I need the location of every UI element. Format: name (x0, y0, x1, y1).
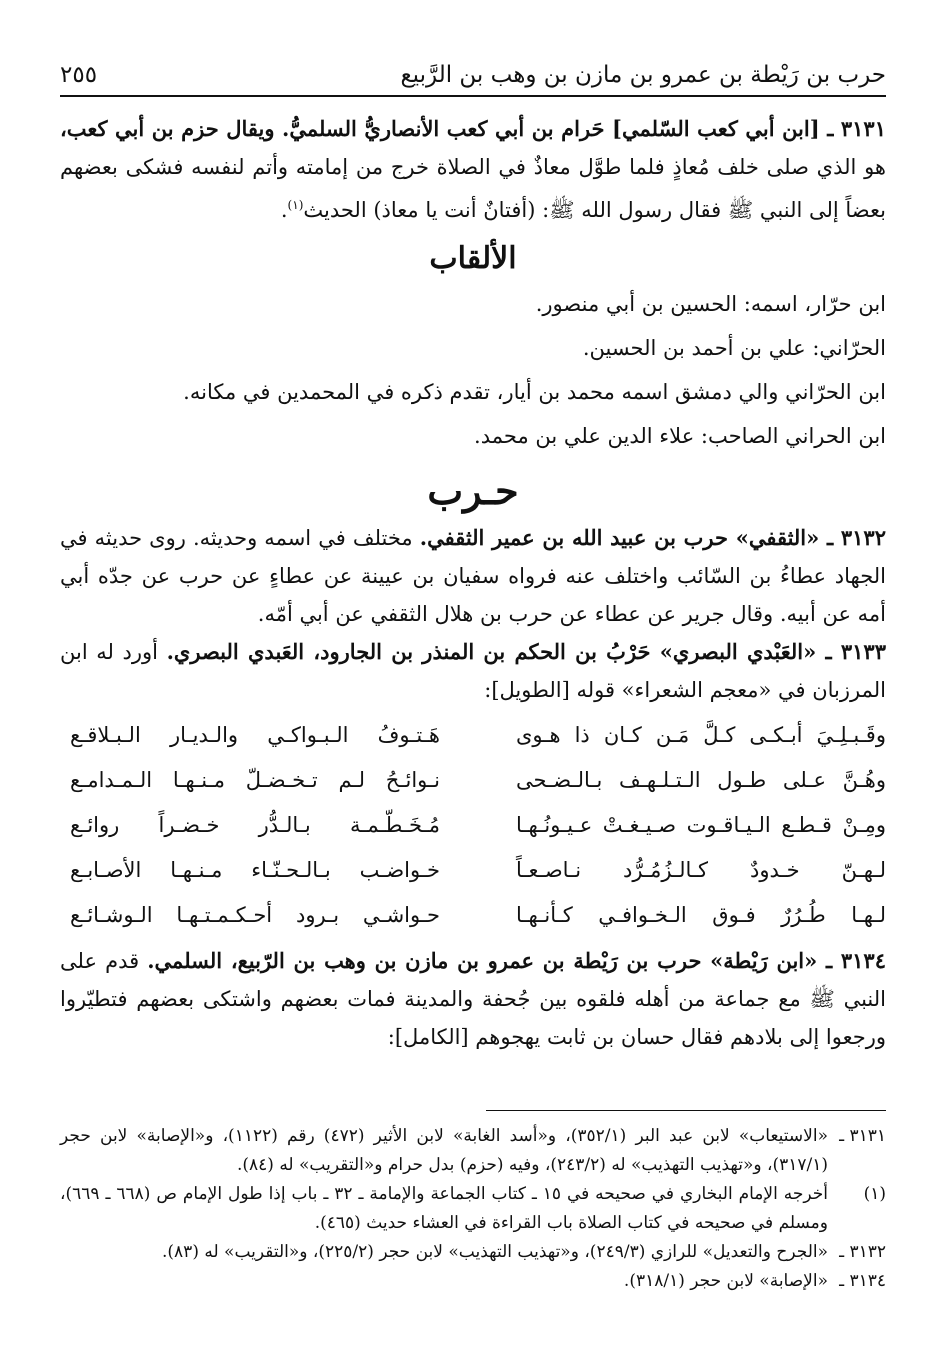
entry-3134-heading: ٣١٣٤ ـ «ابن رَيْطة» حرب بن رَيْطة بن عمرو بن مازن بن وهب بن الرّبيع، السلمي. (147, 948, 886, 973)
footnote-key: ٣١٣٢ ـ (839, 1242, 886, 1262)
entry-3131 (60, 110, 886, 229)
section-title-harb: حـرب (427, 468, 519, 513)
verse-first-hemistich: وهُـنَّ عـلى طـول الـتـلـهـف بـالـضـحى (516, 768, 886, 792)
entry-3134 (60, 942, 886, 1056)
poem-verse (60, 758, 886, 803)
list-item: ابن الحرّاني والي دمشق اسمه محمد بن أيار، تقدم ذكره في المحمدين في مكانه. (183, 380, 886, 404)
footnote (60, 1180, 886, 1238)
verse-second-hemistich: نـوائـحُ لـم تـخـضـلّ مـنـهـا الـمـدامـع (70, 768, 440, 792)
verse-first-hemistich: وقَـبـلِـيَ أبـكـى كـلَّ مَـن كـان ذا هـوى (516, 723, 886, 747)
footnote-key: (١) (863, 1184, 886, 1204)
page-number: ٢٥٥ (60, 62, 98, 88)
footnote-key: ٣١٣٤ ـ (839, 1271, 886, 1291)
alqab-list (60, 282, 886, 458)
footnote-text: «الاستيعاب» لابن عبد البر (٣٥٢/١)، و«أسد الغابة» لابن الأثير (٤٧٢) رقم (١١٢٢)، و«الإصابة» لابن حجر (٣١٧/١)، و«تهذيب التهذيب» له (٢٤٣/٢)، وفيه (حزم) بدل حرام و«التقريب» له (٨٤). (60, 1126, 828, 1175)
entry-3132-text: مختلف في اسمه وحديثه. روى حديثه في الجهاد عطاءُ بن السّائب واختلف عنه فرواه سفيان بن عيينة عن عطاءٍ عن حرب عن جدّه أبي أمه عن أبيه. وقال جرير عن عطاء عن حرب بن هلال الثقفي عن أبي أمّه. (60, 526, 886, 626)
footnote-text: أخرجه الإمام البخاري في صحيحه في ١٥ ـ كتاب الجماعة والإمامة ـ ٣٢ ـ باب إذا طول الإمام ص (٦٦٨ ـ ٦٦٩)، ومسلم في صحيحه في كتاب الصلاة باب القراءة في العشاء حديث (٤٦٥). (60, 1184, 828, 1233)
running-head (60, 52, 886, 88)
entry-3132-heading: ٣١٣٢ ـ «الثقفي» حرب بن عبيد الله بن عمير الثقفي. (419, 525, 886, 550)
footnote (60, 1267, 886, 1296)
entry-3131-heading: ٣١٣١ ـ [ابن أبي كعب السّلمي] حَرام بن أبي كعب الأنصاريُّ السلميُّ. ويقال حزم بن أبي كعب، (60, 116, 886, 141)
poem-verse (60, 713, 886, 758)
poem-verse (60, 803, 886, 848)
list-item: ابن حرّار، اسمه: الحسين بن أبي منصور. (535, 292, 886, 316)
verse-second-hemistich: هَـتـوفُ الـبـواكـي والـديـار الـبـلاقـع (70, 723, 440, 747)
entry-3131-text: هو الذي صلى خلف مُعاذٍ فلما طوَّل معاذٌ في الصلاة خرج من إمامته وأتم لنفسه فشكى بعضهم بعضاً إلى النبي ﷺ فقال رسول الله ﷺ: (أفتانٌ أنت يا معاذ) الحديث (60, 155, 886, 222)
verse-first-hemistich: لـهـا طُـرُرٌ فـوق الـخـوافـي كـأنـهـا (516, 903, 886, 927)
entry-3133-text: أورد له ابن المرزبان في «معجم الشعراء» قوله [الطويل]: (60, 640, 886, 702)
entry-3133 (60, 633, 886, 709)
footnote-key: ٣١٣١ ـ (839, 1126, 886, 1146)
footnote (60, 1122, 886, 1180)
running-head-title: حرب بن رَيْطة بن عمرو بن مازن بن وهب بن الرَّبيع (400, 62, 886, 88)
poem-verse (60, 893, 886, 938)
main-text (60, 110, 886, 1056)
section-title-alqab: الألقاب (429, 241, 517, 276)
verse-second-hemistich: مُـخَـطّـمـة بـالـدُّر خـضـراً روائـع (70, 813, 440, 837)
verse-second-hemistich: حـواشـي بـرود أحـكـمـتـهـا الـوشـائـع (70, 903, 440, 927)
footnote (60, 1238, 886, 1267)
footnotes (60, 1122, 886, 1296)
poem-verse (60, 848, 886, 893)
entry-3132 (60, 519, 886, 633)
verse-first-hemistich: ومِـنْ قـطـع الـيـاقـوت صـيـغـتْ عـيـونُـهـا (516, 813, 886, 837)
footnote-text: «الجرح والتعديل» للرازي (٢٤٩/٣)، و«تهذيب التهذيب» لابن حجر (٢٢٥/٢)، و«التقريب» له (٨٣). (162, 1242, 828, 1262)
list-item: ابن الحراني الصاحب: علاء الدين علي بن محمد. (474, 424, 886, 448)
header-rule (60, 95, 886, 97)
footnote-text: «الإصابة» لابن حجر (٣١٨/١). (623, 1271, 828, 1291)
entry-3131-end: . (280, 198, 288, 222)
entry-3134-text: قدم على النبي ﷺ مع جماعة من أهله فلقوه بين جُحفة والمدينة فمات بعضهم واشتكى بعضهم فتطيّروا ورجعوا إلى بلادهم فقال حسان بن ثابت يهجوهم [الكامل]: (60, 949, 886, 1049)
footnote-rule (486, 1110, 886, 1111)
list-item: الحرّاني: علي بن أحمد بن الحسين. (582, 336, 886, 360)
entry-3133-heading: ٣١٣٣ ـ «العَبْدي البصري» حَرْبُ بن الحكم بن المنذر بن الجارود، العَبدي البصري. (166, 639, 886, 664)
verse-second-hemistich: خـواضـب بـالـحـنّـاء مـنـهـا الأصـابـع (70, 858, 440, 882)
verse-first-hemistich: لـهـنّ خـدودٌ كـالـزُمُـرُّد نـاصـعـاً (516, 858, 886, 882)
footnote-ref-1[interactable]: (١) (287, 198, 304, 212)
poem (60, 713, 886, 938)
